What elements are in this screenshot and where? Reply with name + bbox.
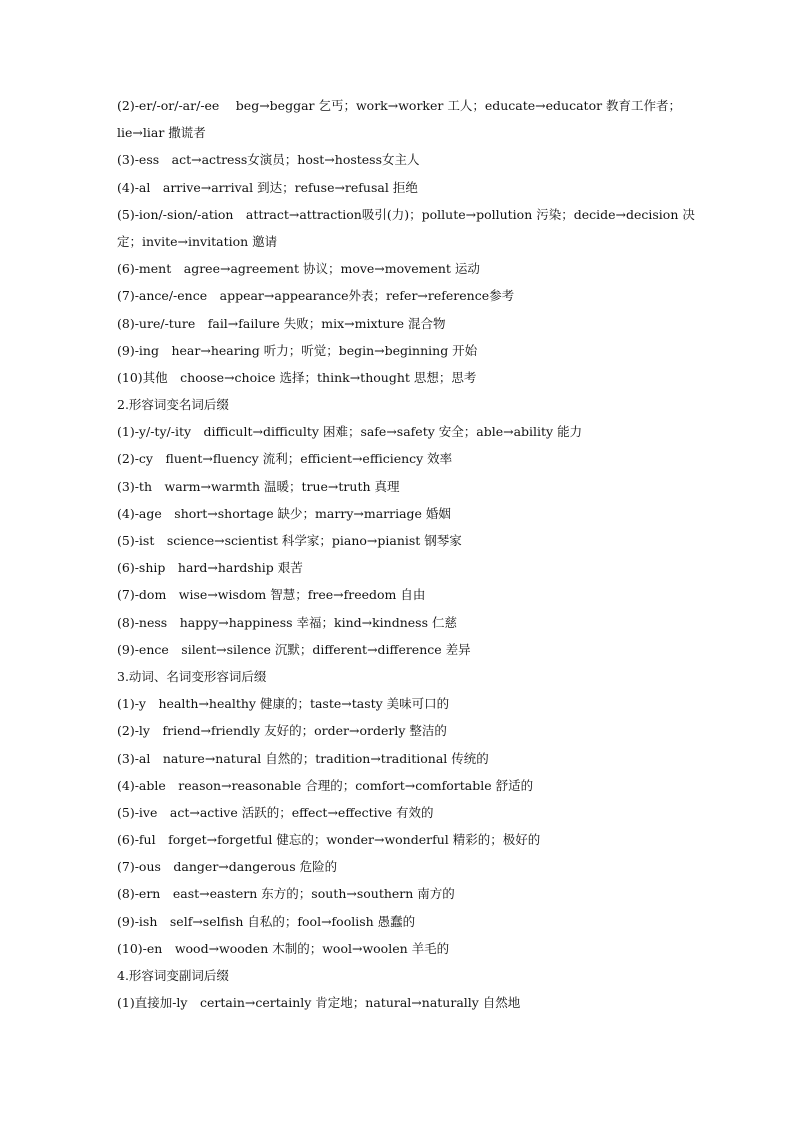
text-line-15: (3)-th warm→warmth 温暖；true→truth 真理 <box>117 478 400 494</box>
text-line-13: (1)-y/-ty/-ity difficult→difficulty 困难；safe→safety 安全；able→ability 能力 <box>117 424 583 440</box>
text-line-6: 定；invite→invitation 邀请 <box>117 233 278 249</box>
text-line-14: (2)-cy fluent→fluency 流利；efficient→efficiency 效率 <box>117 451 453 467</box>
text-line-8: (7)-ance/-ence appear→appearance外表；refer→reference参考 <box>117 288 515 304</box>
text-line-2: lie→liar 撒谎者 <box>117 125 206 141</box>
text-line-26: (4)-able reason→reasonable 合理的；comfort→comfortable 舒适的 <box>117 777 534 793</box>
text-line-1: (2)-er/-or/-ar/-ee beg→beggar 乞丐；work→worker 工人；educate→educator 教育工作者； <box>117 98 682 113</box>
text-line-18: (6)-ship hard→hardship 艰苦 <box>117 560 303 576</box>
text-line-5: (5)-ion/-sion/-ation attract→attraction吸引(力)；pollute→pollution 污染；decide→decision 决 <box>117 206 695 222</box>
section-heading-3: 3.动词、名词变形容词后缀 <box>117 668 267 684</box>
section-heading-4: 4.形容词变副词后缀 <box>117 968 229 983</box>
text-line-9: (8)-ure/-ture fail→failure 失败；mix→mixture 混合物 <box>117 315 446 331</box>
text-line-21: (9)-ence silent→silence 沉默；different→difference 差异 <box>117 641 471 657</box>
text-line-32: (10)-en wood→wooden 木制的；wool→woolen 羊毛的 <box>117 940 450 956</box>
text-line-3: (3)-ess act→actress女演员；host→hostess女主人 <box>117 152 420 168</box>
text-line-16: (4)-age short→shortage 缺少；marry→marriage 婚姻 <box>117 505 451 521</box>
text-line-24: (2)-ly friend→friendly 友好的；order→orderly 整洁的 <box>117 723 447 739</box>
text-line-19: (7)-dom wise→wisdom 智慧；free→freedom 自由 <box>117 587 426 603</box>
text-line-20: (8)-ness happy→happiness 幸福；kind→kindness 仁慈 <box>117 614 457 630</box>
text-line-17: (5)-ist science→scientist 科学家；piano→pianist 钢琴家 <box>117 533 462 548</box>
text-line-28: (6)-ful forget→forgetful 健忘的；wonder→wonderful 精彩的；极好的 <box>117 832 541 848</box>
text-line-27: (5)-ive act→active 活跃的；effect→effective 有效的 <box>117 804 434 820</box>
text-line-31: (9)-ish self→selfish 自私的；fool→foolish 愚蠢的 <box>117 913 416 929</box>
text-line-7: (6)-ment agree→agreement 协议；move→movement 运动 <box>117 261 480 277</box>
section-heading-2: 2.形容词变名词后缀 <box>117 397 229 413</box>
text-line-25: (3)-al nature→natural 自然的；tradition→traditional 传统的 <box>117 750 489 766</box>
text-line-10: (9)-ing hear→hearing 听力；听觉；begin→beginning 开始 <box>117 342 478 358</box>
text-line-29: (7)-ous danger→dangerous 危险的 <box>117 859 338 875</box>
text-line-30: (8)-ern east→eastern 东方的；south→southern 南方的 <box>117 886 455 902</box>
text-line-4: (4)-al arrive→arrival 到达；refuse→refusal 拒绝 <box>117 179 418 195</box>
text-line-11: (10)其他 choose→choice 选择；think→thought 思想；思考 <box>117 369 477 385</box>
document-page <box>117 92 697 1016</box>
text-line-34: (1)直接加-ly certain→certainly 肯定地；natural→naturally 自然地 <box>117 995 521 1011</box>
text-line-23: (1)-y health→healthy 健康的；taste→tasty 美味可口的 <box>117 696 450 712</box>
